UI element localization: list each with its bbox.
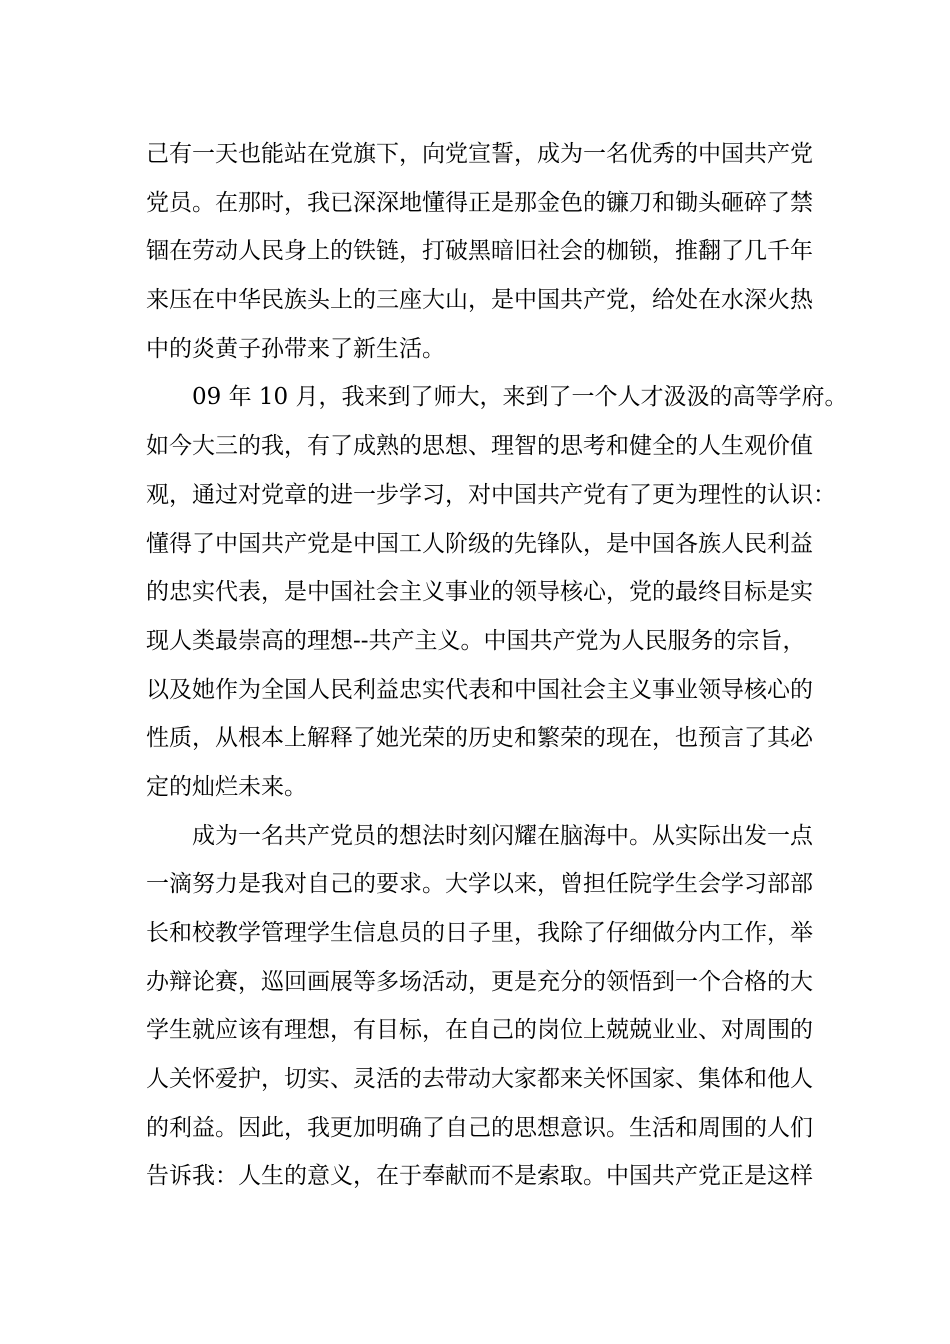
paragraph-start-line: 09 年 10 月，我来到了师大，来到了一个人才汲汲的高等学府。: [192, 384, 848, 411]
text-line: 来压在中华民族头上的三座大山，是中国共产党，给处在水深火热: [146, 287, 813, 314]
text-line: 人关怀爱护，切实、灵活的去带动大家都来关怀国家、集体和他人: [146, 1066, 813, 1093]
text-line: 观，通过对党章的进一步学习，对中国共产党有了更为理性的认识：: [146, 481, 836, 508]
paragraph-start-line: 成为一名共产党员的想法时刻闪耀在脑海中。从实际出发一点: [192, 822, 813, 849]
text-line: 现人类最崇高的理想--共产主义。中国共产党为人民服务的宗旨，: [146, 627, 806, 654]
text-line: 一滴努力是我对自己的要求。大学以来，曾担任院学生会学习部部: [146, 871, 813, 898]
text-line: 告诉我：人生的意义，在于奉献而不是索取。中国共产党正是这样: [146, 1163, 813, 1190]
text-line: 学生就应该有理想，有目标，在自己的岗位上兢兢业业、对周围的: [146, 1017, 813, 1044]
text-line: 性质，从根本上解释了她光荣的历史和繁荣的现在，也预言了其必: [146, 725, 813, 752]
text-line: 以及她作为全国人民利益忠实代表和中国社会主义事业领导核心的: [146, 676, 813, 703]
text-line: 办辩论赛，巡回画展等多场活动，更是充分的领悟到一个合格的大: [146, 968, 813, 995]
text-line: 懂得了中国共产党是中国工人阶级的先锋队，是中国各族人民利益: [146, 530, 813, 557]
text-line: 长和校教学管理学生信息员的日子里，我除了仔细做分内工作，举: [146, 920, 813, 946]
body-text: [146, 130, 848, 1201]
text-line: 定的灿烂未来。: [146, 773, 307, 800]
text-line: 党员。在那时，我已深深地懂得正是那金色的镰刀和锄头砸碎了禁: [146, 189, 813, 216]
text-line: 的忠实代表，是中国社会主义事业的领导核心，党的最终目标是实: [146, 579, 813, 606]
text-line: 如今大三的我，有了成熟的思想、理智的思考和健全的人生观价值: [146, 433, 813, 460]
text-line: 己有一天也能站在党旗下，向党宣誓，成为一名优秀的中国共产党: [146, 141, 813, 167]
text-line: 的利益。因此，我更加明确了自己的思想意识。生活和周围的人们: [146, 1114, 813, 1141]
text-line: 中的炎黄子孙带来了新生活。: [146, 335, 445, 362]
text-line: 锢在劳动人民身上的铁链，打破黑暗旧社会的枷锁，推翻了几千年: [146, 238, 813, 265]
